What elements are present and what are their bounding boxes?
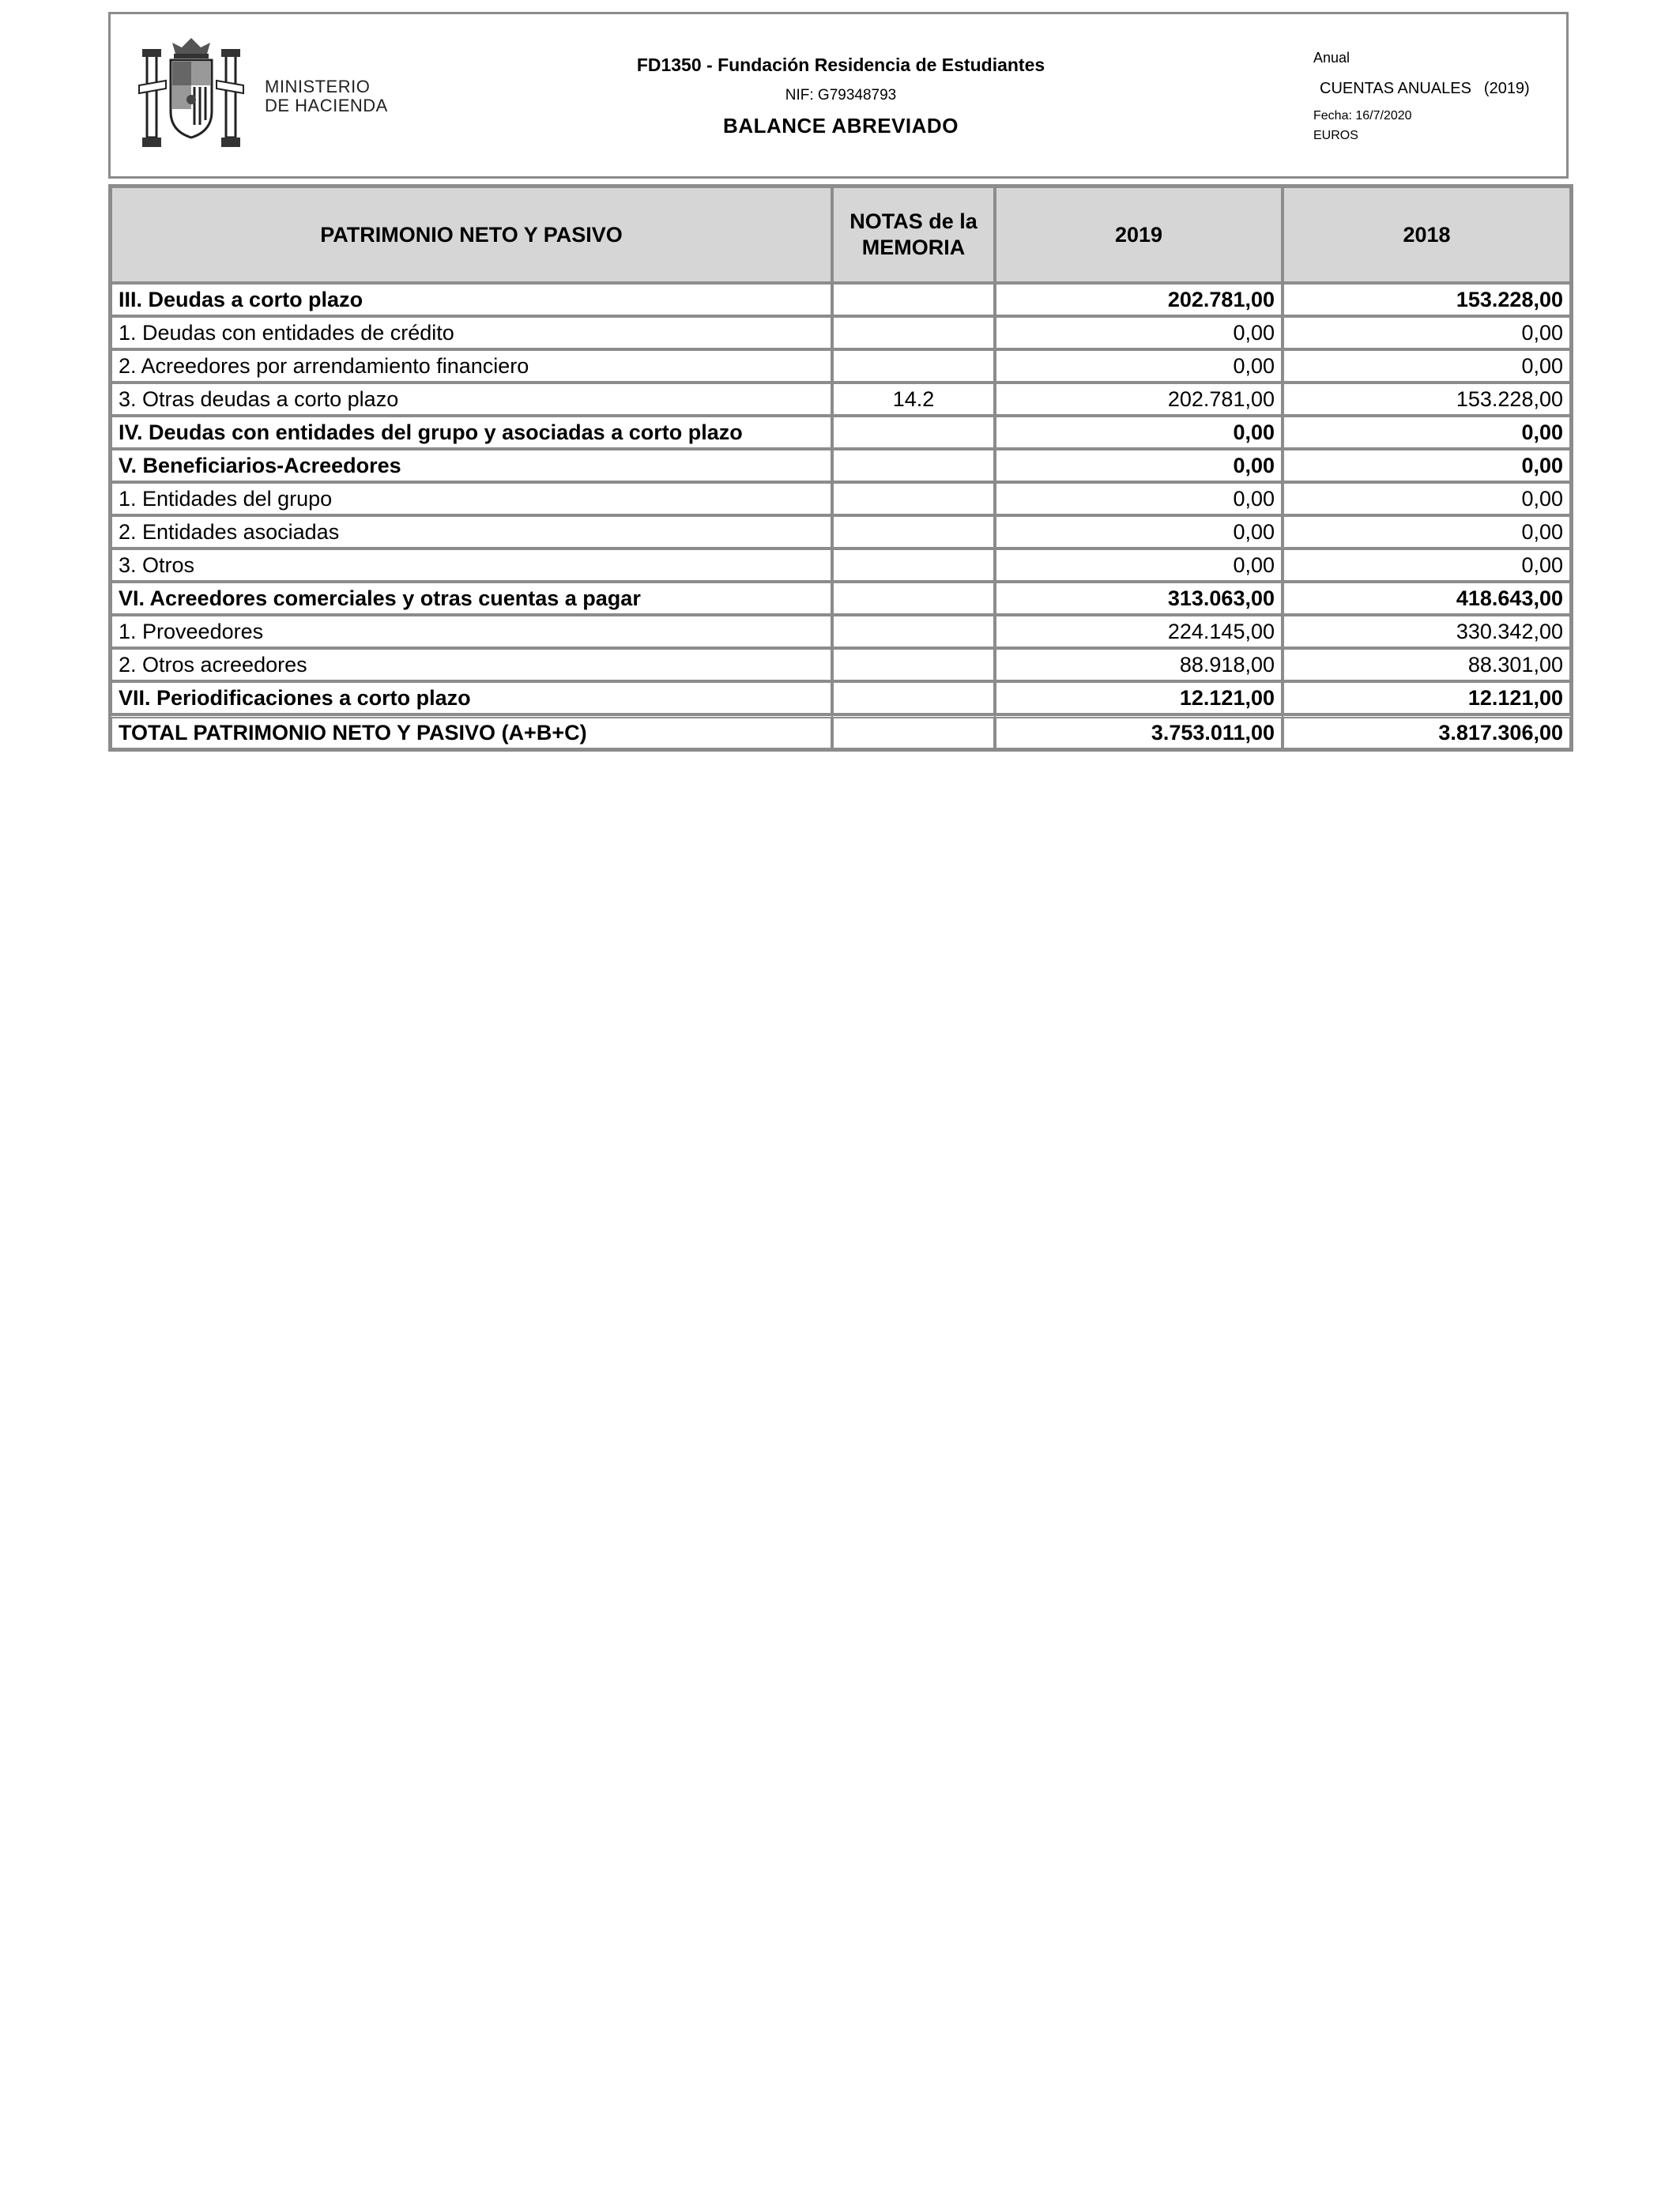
row-label: 3. Otros <box>111 548 832 582</box>
total-value-2018: 3.817.306,00 <box>1283 714 1571 749</box>
row-label: 1. Deudas con entidades de crédito <box>111 316 832 349</box>
report-title: BALANCE ABREVIADO <box>723 114 959 138</box>
document-header <box>108 12 1569 179</box>
accounts-label: CUENTAS ANUALES <box>1320 80 1471 97</box>
row-label: 2. Otros acreedores <box>111 648 832 681</box>
row-value-2019: 0,00 <box>995 316 1283 349</box>
row-notes <box>832 316 995 349</box>
row-label: III. Deudas a corto plazo <box>111 283 832 316</box>
table-row <box>111 316 1571 349</box>
column-header-2019: 2019 <box>995 187 1283 283</box>
row-label: 1. Entidades del grupo <box>111 482 832 515</box>
row-value-2019: 202.781,00 <box>995 283 1283 316</box>
row-notes <box>832 548 995 582</box>
row-label: 3. Otras deudas a corto plazo <box>111 383 832 416</box>
ministry-line-2: DE HACIENDA <box>265 96 388 115</box>
table-row <box>111 681 1571 714</box>
row-notes <box>832 283 995 316</box>
row-notes <box>832 615 995 648</box>
table-row <box>111 582 1571 615</box>
row-label: VI. Acreedores comerciales y otras cuentas a pagar <box>111 582 832 615</box>
row-notes: 14.2 <box>832 383 995 416</box>
column-header-2018: 2018 <box>1283 187 1571 283</box>
row-value-2019: 224.145,00 <box>995 615 1283 648</box>
table-row <box>111 349 1571 383</box>
total-label: TOTAL PATRIMONIO NETO Y PASIVO (A+B+C) <box>111 714 832 749</box>
entity-name: FD1350 - Fundación Residencia de Estudiantes <box>636 55 1045 75</box>
table-row <box>111 383 1571 416</box>
table-body <box>111 283 1571 749</box>
row-value-2019: 313.063,00 <box>995 582 1283 615</box>
row-value-2018: 0,00 <box>1283 548 1571 582</box>
row-value-2019: 0,00 <box>995 449 1283 482</box>
row-notes <box>832 582 995 615</box>
row-value-2018: 12.121,00 <box>1283 681 1571 714</box>
row-notes <box>832 416 995 449</box>
table-row <box>111 482 1571 515</box>
report-date: Fecha: 16/7/2020 <box>1313 109 1412 123</box>
column-header-concept: PATRIMONIO NETO Y PASIVO <box>111 187 832 283</box>
balance-table <box>108 184 1573 752</box>
row-value-2018: 0,00 <box>1283 449 1571 482</box>
ministry-line-1: MINISTERIO <box>265 77 371 96</box>
row-value-2018: 153.228,00 <box>1283 383 1571 416</box>
row-value-2019: 0,00 <box>995 515 1283 548</box>
row-label: IV. Deudas con entidades del grupo y asociadas a corto plazo <box>111 416 832 449</box>
row-label: V. Beneficiarios-Acreedores <box>111 449 832 482</box>
row-value-2018: 88.301,00 <box>1283 648 1571 681</box>
row-notes <box>832 449 995 482</box>
row-value-2018: 0,00 <box>1283 482 1571 515</box>
table-row <box>111 283 1571 316</box>
row-value-2018: 0,00 <box>1283 416 1571 449</box>
row-value-2019: 0,00 <box>995 548 1283 582</box>
total-notes <box>832 714 995 749</box>
row-value-2018: 330.342,00 <box>1283 615 1571 648</box>
row-notes <box>832 648 995 681</box>
total-row <box>111 714 1571 749</box>
row-value-2018: 0,00 <box>1283 349 1571 383</box>
row-value-2019: 202.781,00 <box>995 383 1283 416</box>
row-label: 2. Entidades asociadas <box>111 515 832 548</box>
table-row <box>111 615 1571 648</box>
column-header-notes: NOTAS de la MEMORIA <box>832 187 995 283</box>
table-row <box>111 449 1571 482</box>
row-notes <box>832 515 995 548</box>
row-notes <box>832 681 995 714</box>
row-notes <box>832 482 995 515</box>
table-row <box>111 548 1571 582</box>
row-value-2019: 0,00 <box>995 416 1283 449</box>
table-row <box>111 648 1571 681</box>
row-value-2018: 153.228,00 <box>1283 283 1571 316</box>
period-type: Anual <box>1313 50 1350 66</box>
row-value-2018: 418.643,00 <box>1283 582 1571 615</box>
total-value-2019: 3.753.011,00 <box>995 714 1283 749</box>
row-label: 1. Proveedores <box>111 615 832 648</box>
accounts-line <box>1320 80 1530 98</box>
row-label: 2. Acreedores por arrendamiento financiero <box>111 349 832 383</box>
table-row <box>111 515 1571 548</box>
row-value-2019: 88.918,00 <box>995 648 1283 681</box>
row-value-2018: 0,00 <box>1283 316 1571 349</box>
row-notes <box>832 349 995 383</box>
entity-nif: NIF: G79348793 <box>785 87 897 104</box>
row-value-2019: 0,00 <box>995 349 1283 383</box>
accounts-year: (2019) <box>1483 80 1530 97</box>
row-value-2018: 0,00 <box>1283 515 1571 548</box>
currency: EUROS <box>1313 129 1358 142</box>
row-value-2019: 0,00 <box>995 482 1283 515</box>
row-value-2019: 12.121,00 <box>995 681 1283 714</box>
table-row <box>111 416 1571 449</box>
row-label: VII. Periodificaciones a corto plazo <box>111 681 832 714</box>
table-header-row <box>111 187 1571 283</box>
